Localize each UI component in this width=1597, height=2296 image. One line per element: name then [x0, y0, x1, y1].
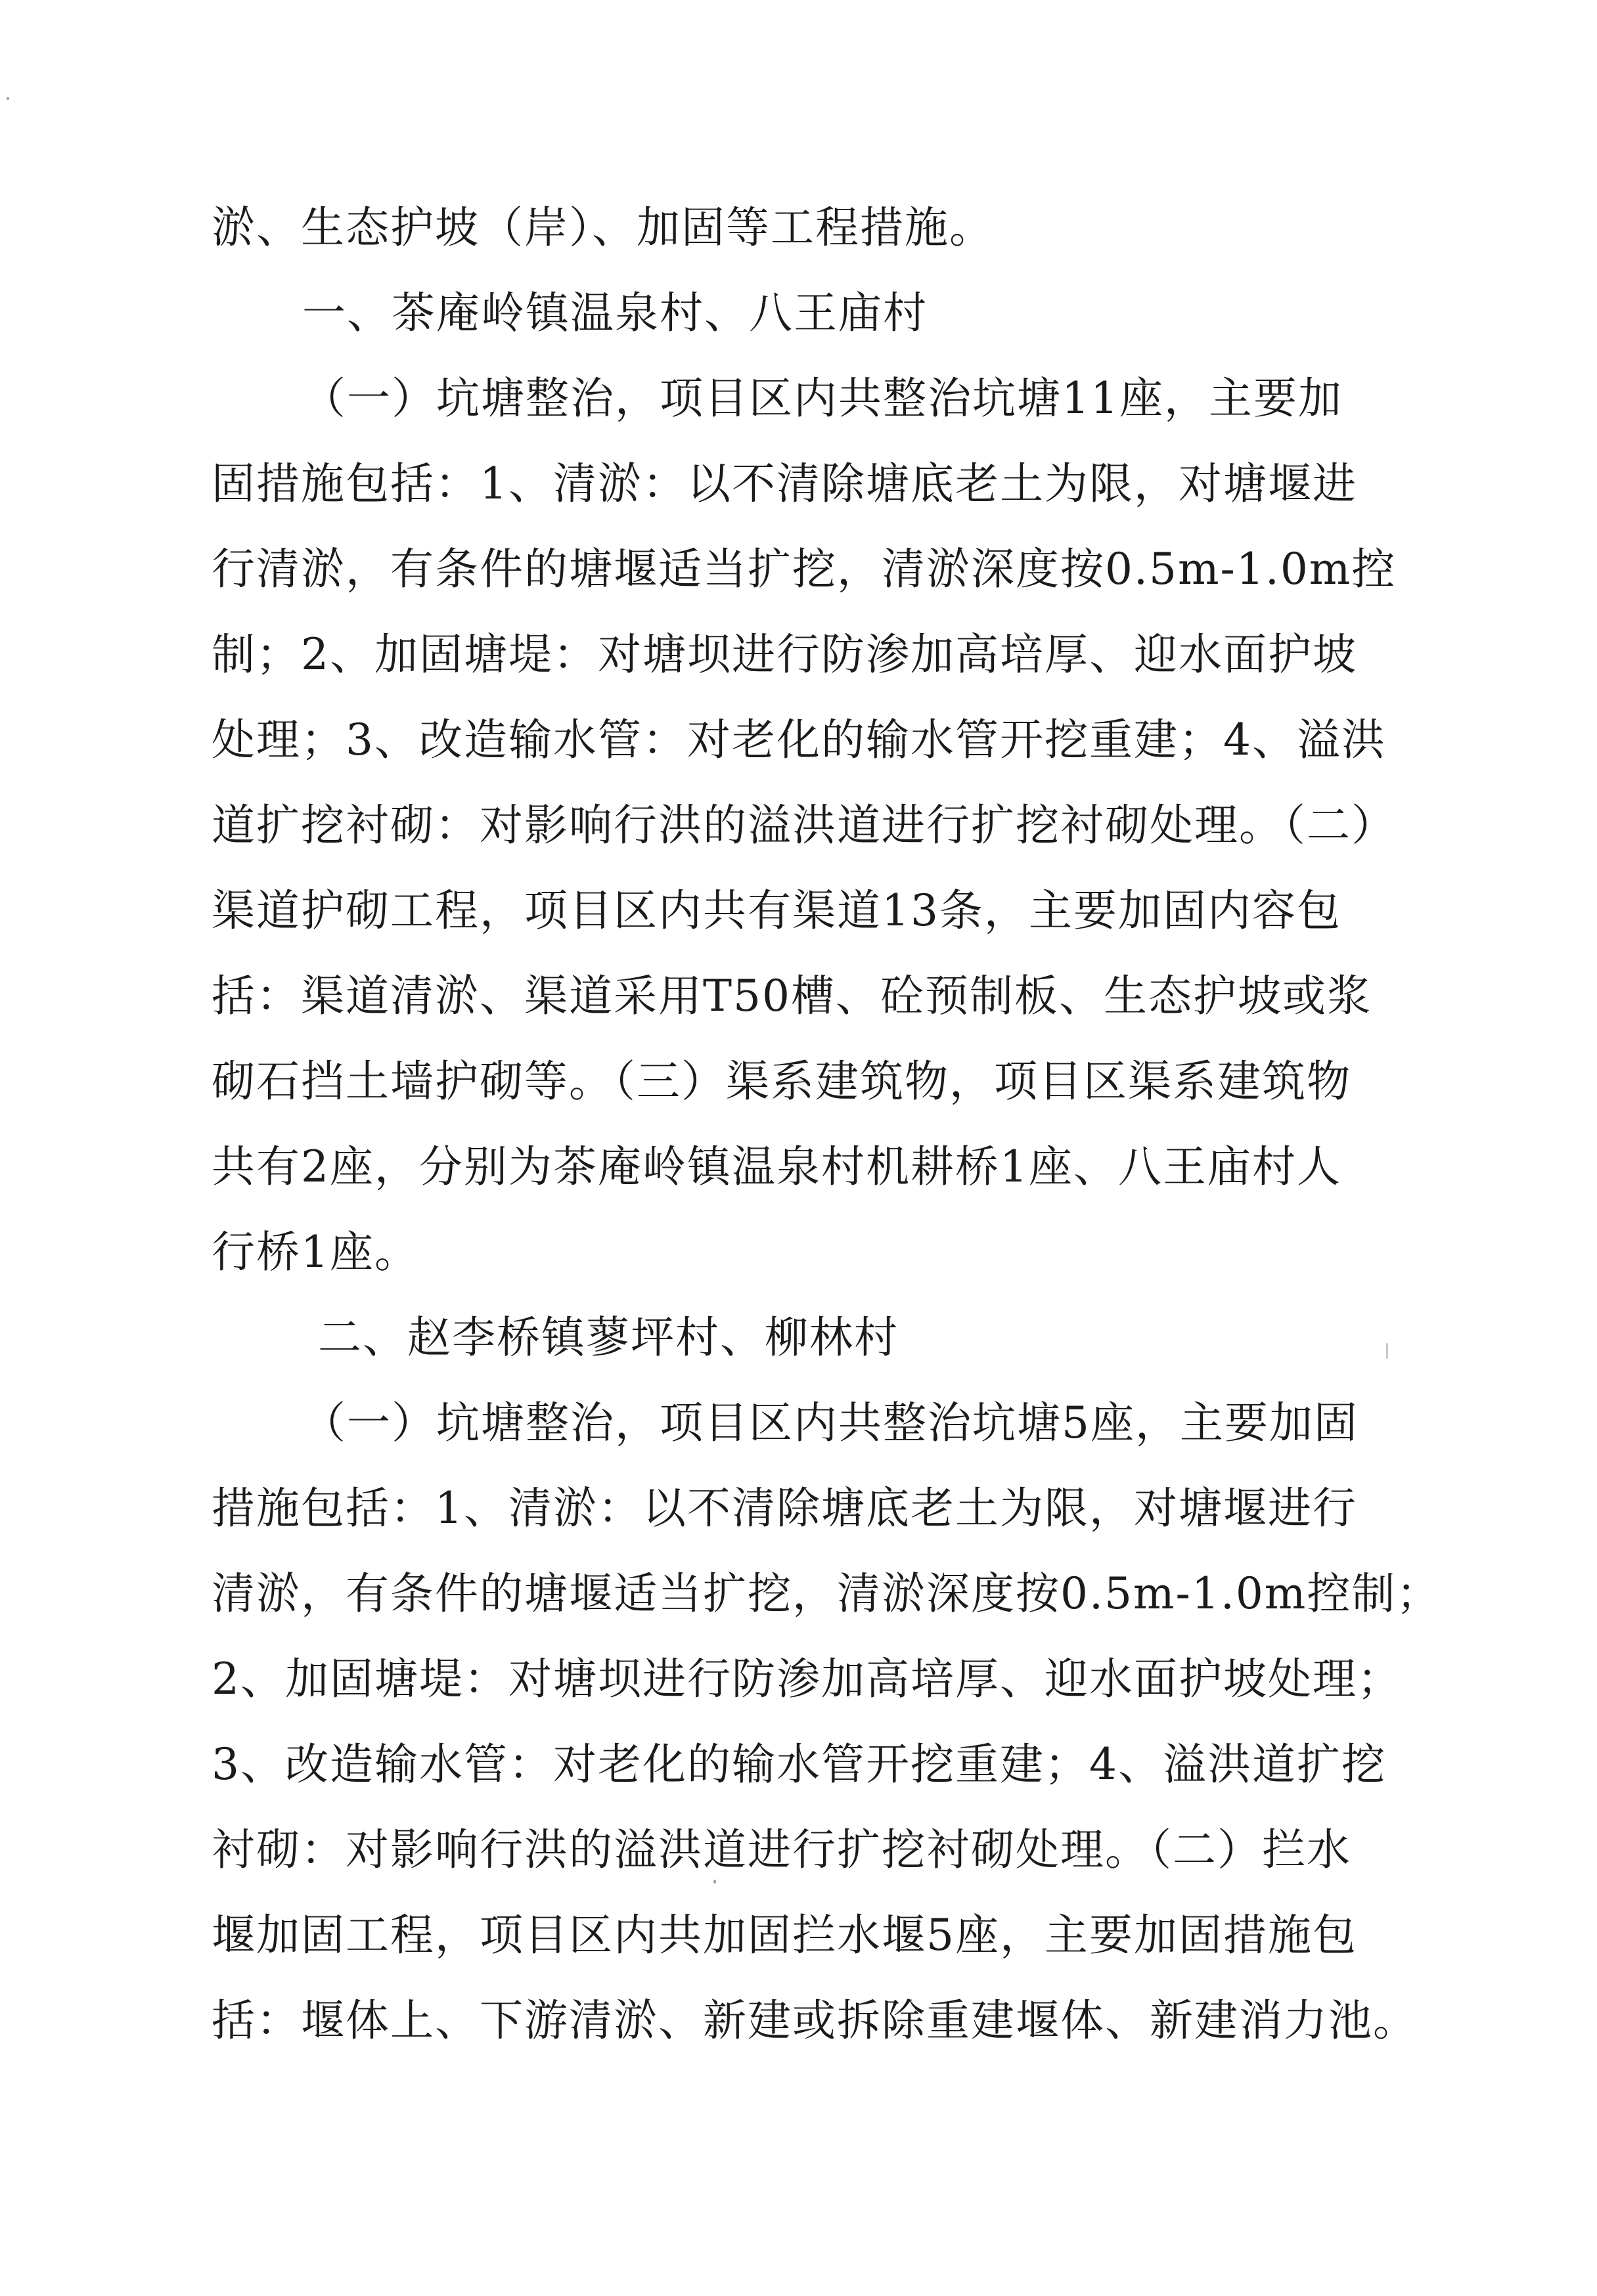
- section-heading-1: 一、茶庵岭镇温泉村、八王庙村: [302, 288, 928, 338]
- text-line-10: 括：渠道清淤、渠道采用T50槽、砼预制板、生态护坡或浆: [212, 971, 1372, 1021]
- text-line-19: 3、改造输水管：对老化的输水管开挖重建；4、溢洪道扩挖: [212, 1739, 1386, 1790]
- text-line-18: 2、加固塘堤：对塘坝进行防渗加高培厚、迎水面护坡处理；: [212, 1654, 1402, 1704]
- text-line-3: （一）坑塘整治，项目区内共整治坑塘11座，主要加: [302, 373, 1343, 424]
- scan-speck: [713, 1880, 716, 1884]
- text-line-8: 道扩挖衬砌：对影响行洪的溢洪道进行扩挖衬砌处理。（二）: [212, 800, 1396, 850]
- text-line-4: 固措施包括：1、清淤：以不清除塘底老土为限，对塘堰进: [212, 458, 1357, 509]
- text-line-13: 行桥1座。: [212, 1227, 419, 1277]
- scan-speck: [1386, 1343, 1388, 1359]
- text-line-6: 制；2、加固塘堤：对塘坝进行防渗加高培厚、迎水面护坡: [212, 629, 1357, 680]
- text-line-22: 括：堰体上、下游清淤、新建或拆除重建堰体、新建消力池。: [212, 1995, 1418, 2046]
- text-line-16: 措施包括：1、清淤：以不清除塘底老土为限，对塘堰进行: [212, 1483, 1357, 1534]
- text-line-11: 砌石挡土墙护砌等。（三）渠系建筑物，项目区渠系建筑物: [212, 1056, 1351, 1107]
- scan-speck: [7, 97, 9, 100]
- text-line-1: 淤、生态护坡（岸）、加固等工程措施。: [212, 202, 994, 253]
- text-line-5: 行清淤，有条件的塘堰适当扩挖，清淤深度按0.5m-1.0m控: [212, 544, 1397, 594]
- text-line-17: 清淤，有条件的塘堰适当扩挖，清淤深度按0.5m-1.0m控制；: [212, 1568, 1441, 1619]
- text-line-9: 渠道护砌工程，项目区内共有渠道13条，主要加固内容包: [212, 885, 1341, 936]
- section-heading-2: 二、赵李桥镇蓼坪村、柳林村: [318, 1312, 899, 1363]
- text-line-20: 衬砌：对影响行洪的溢洪道进行扩挖衬砌处理。（二）拦水: [212, 1824, 1351, 1875]
- text-line-7: 处理；3、改造输水管：对老化的输水管开挖重建；4、溢洪: [212, 715, 1386, 765]
- text-line-15: （一）坑塘整治，项目区内共整治坑塘5座，主要加固: [302, 1398, 1359, 1448]
- text-line-21: 堰加固工程，项目区内共加固拦水堰5座，主要加固措施包: [212, 1910, 1357, 1960]
- text-line-12: 共有2座，分别为茶庵岭镇温泉村机耕桥1座、八王庙村人: [212, 1141, 1341, 1192]
